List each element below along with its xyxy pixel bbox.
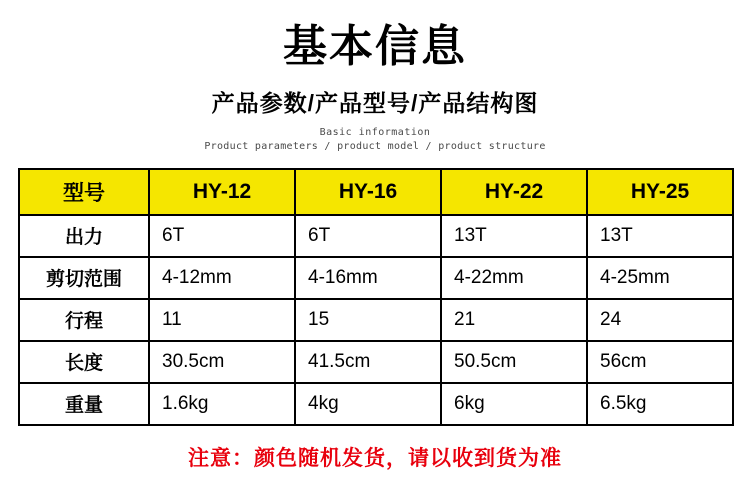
row-label-cutting-range: 剪切范围 [19, 257, 149, 299]
cell-stroke-hy16: 15 [295, 299, 441, 341]
cell-output-hy12: 6T [149, 215, 295, 257]
table-row [19, 257, 733, 299]
cell-length-hy25: 56cm [587, 341, 733, 383]
cell-cutting-range-hy22: 4-22mm [441, 257, 587, 299]
spec-table-head [19, 169, 733, 215]
cell-output-hy22: 13T [441, 215, 587, 257]
cell-weight-hy16: 4kg [295, 383, 441, 425]
page-header [0, 0, 750, 152]
spec-table-body [19, 215, 733, 425]
column-header-hy25: HY-25 [587, 169, 733, 215]
english-subtitle-secondary: Product parameters / product model / product structure [204, 140, 546, 152]
column-header-hy16: HY-16 [295, 169, 441, 215]
table-row [19, 215, 733, 257]
cell-stroke-hy12: 11 [149, 299, 295, 341]
table-row [19, 383, 733, 425]
cell-length-hy16: 41.5cm [295, 341, 441, 383]
row-label-weight: 重量 [19, 383, 149, 425]
cell-length-hy12: 30.5cm [149, 341, 295, 383]
cell-stroke-hy22: 21 [441, 299, 587, 341]
row-label-output: 出力 [19, 215, 149, 257]
column-header-hy22: HY-22 [441, 169, 587, 215]
cell-cutting-range-hy25: 4-25mm [587, 257, 733, 299]
column-header-hy12: HY-12 [149, 169, 295, 215]
english-subtitle-primary: Basic information [319, 126, 431, 138]
cell-cutting-range-hy12: 4-12mm [149, 257, 295, 299]
cell-stroke-hy25: 24 [587, 299, 733, 341]
page-title: 基本信息 [283, 22, 467, 71]
spec-table [18, 168, 734, 426]
spec-table-container [18, 168, 732, 426]
table-row [19, 299, 733, 341]
table-header-row [19, 169, 733, 215]
notice-text: 注意：颜色随机发货，请以收到货为准 [188, 446, 562, 470]
cell-weight-hy25: 6.5kg [587, 383, 733, 425]
page-subtitle: 产品参数/产品型号/产品结构图 [211, 89, 539, 116]
column-header-model: 型号 [19, 169, 149, 215]
cell-weight-hy12: 1.6kg [149, 383, 295, 425]
row-label-stroke: 行程 [19, 299, 149, 341]
table-row [19, 341, 733, 383]
cell-cutting-range-hy16: 4-16mm [295, 257, 441, 299]
cell-output-hy25: 13T [587, 215, 733, 257]
cell-output-hy16: 6T [295, 215, 441, 257]
cell-weight-hy22: 6kg [441, 383, 587, 425]
cell-length-hy22: 50.5cm [441, 341, 587, 383]
row-label-length: 长度 [19, 341, 149, 383]
